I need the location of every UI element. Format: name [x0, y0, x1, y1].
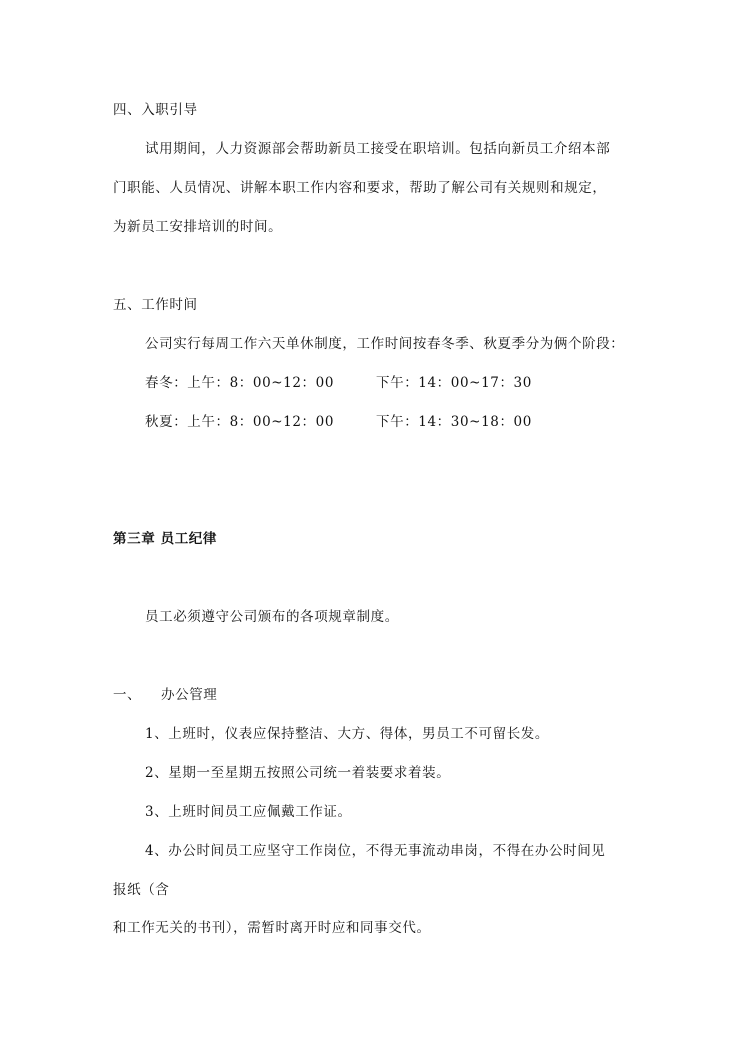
office-rule-4-line-2: 报纸（含: [113, 882, 170, 898]
schedule-spring-winter-morning: 春冬：上午：8：00~12：00: [145, 375, 335, 391]
office-rule-2: 2、星期一至星期五按照公司统一着装要求着装。: [145, 765, 451, 781]
office-section-title: 办公管理: [161, 687, 218, 703]
office-rule-4-line-1: 4、办公时间员工应坚守工作岗位，不得无事流动串岗，不得在办公时间见: [145, 843, 606, 859]
office-rule-4-line-3: 和工作无关的书刊），需暂时离开时应和同事交代。: [113, 920, 431, 936]
office-rule-1: 1、上班时，仪表应保持整洁、大方、得体，男员工不可留长发。: [145, 726, 549, 742]
office-section-number: 一、: [113, 687, 142, 703]
schedule-autumn-summer-afternoon: 下午：14：30~18：00: [376, 414, 532, 430]
section4-title: 四、入职引导: [113, 102, 198, 118]
section4-paragraph-line-3: 为新员工安排培训的时间。: [113, 219, 283, 235]
section5-title: 五、工作时间: [113, 297, 198, 313]
chapter3-title: 第三章 员工纪律: [113, 531, 217, 547]
section4-paragraph-line-1: 试用期间，人力资源部会帮助新员工接受在职培训。包括向新员工介绍本部: [145, 141, 611, 157]
chapter3-intro: 员工必须遵守公司颁布的各项规章制度。: [145, 609, 399, 625]
schedule-spring-winter-afternoon: 下午：14：00~17：30: [376, 375, 532, 391]
office-rule-3: 3、上班时间员工应佩戴工作证。: [145, 804, 352, 820]
section4-paragraph-line-2: 门职能、人员情况、讲解本职工作内容和要求，帮助了解公司有关规则和规定，: [113, 180, 607, 196]
section5-intro: 公司实行每周工作六天单休制度，工作时间按春冬季、秋夏季分为俩个阶段：: [145, 336, 625, 352]
schedule-autumn-summer-morning: 秋夏：上午：8：00~12：00: [145, 414, 335, 430]
